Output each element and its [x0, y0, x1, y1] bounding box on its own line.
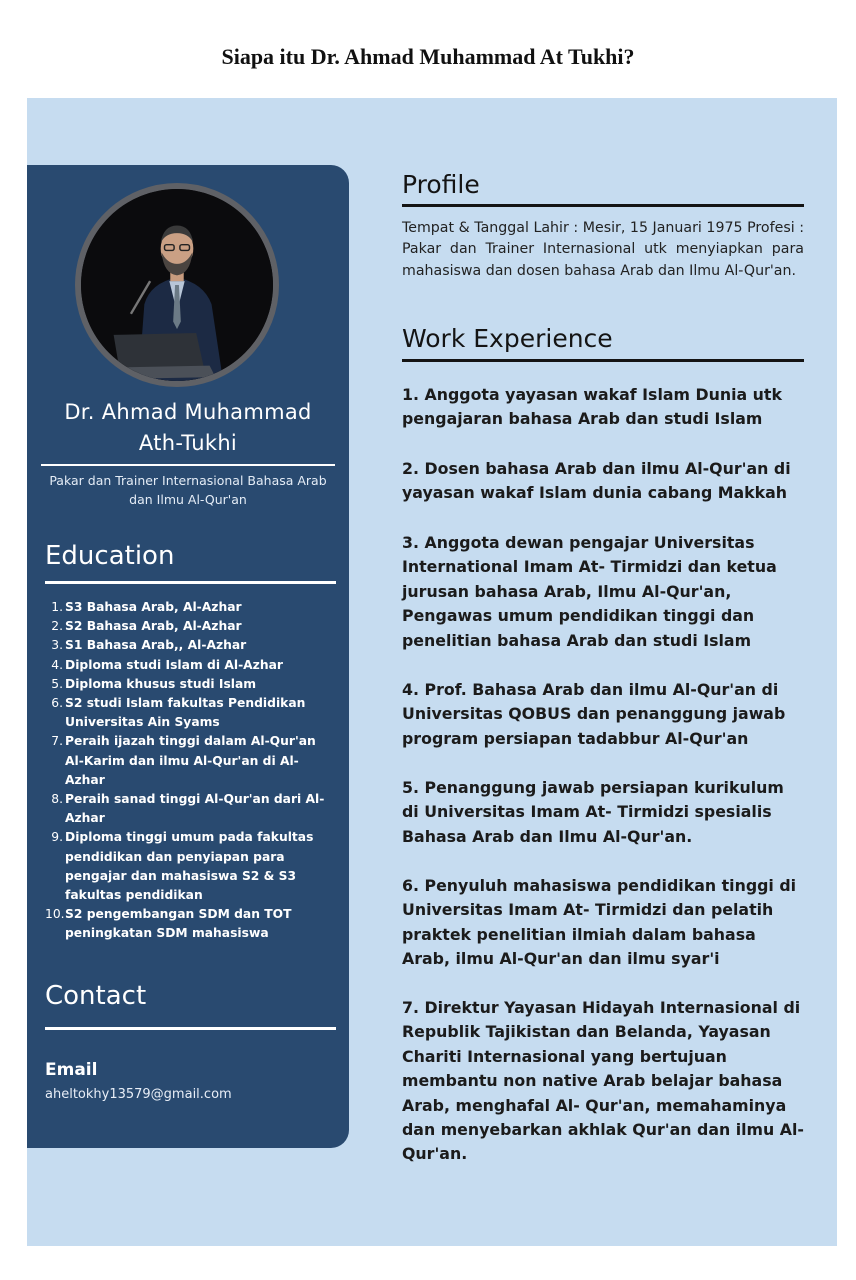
education-divider	[45, 581, 336, 584]
education-heading: Education	[45, 541, 175, 571]
profile-name: Dr. Ahmad Muhammad Ath-Tukhi	[64, 400, 312, 455]
contact-divider	[45, 1027, 336, 1030]
profile-subtitle: Pakar dan Trainer Internasional Bahasa Arab dan Ilmu Al-Qur'an	[49, 473, 327, 507]
profile-text: Tempat & Tanggal Lahir : Mesir, 15 Januari 1975 Profesi : Pakar dan Trainer Internasional utk menyiapkan para mahasiswa dan dosen bahasa Arab dan Ilmu Al-Qur'an.	[402, 220, 804, 279]
profile-heading: Profile	[402, 170, 480, 199]
education-item: 10. S2 pengembangan SDM dan TOT peningkatan SDM mahasiswa	[45, 907, 292, 941]
work-item: 5. Penanggung jawab persiapan kurikulum di Universitas Imam At- Tirmidzi spesialis Bahasa Arab dan Ilmu Al-Qur'an.	[402, 778, 784, 846]
education-item: 9. Diploma tinggi umum pada fakultas pendidikan dan penyiapan para pengajar dan mahasiswa S2 & S3 fakultas pendidikan	[51, 830, 314, 903]
education-item: 2. S2 Bahasa Arab, Al-Azhar	[51, 619, 242, 634]
education-item: 8. Peraih sanad tinggi Al-Qur'an dari Al-Azhar	[51, 792, 325, 826]
email-label: Email	[45, 1060, 98, 1080]
education-item: 6. S2 studi Islam fakultas Pendidikan Universitas Ain Syams	[51, 696, 306, 730]
work-item: 1. Anggota yayasan wakaf Islam Dunia utk pengajaran bahasa Arab dan studi Islam	[402, 385, 782, 429]
work-item: 4. Prof. Bahasa Arab dan ilmu Al-Qur'an di Universitas QOBUS dan penanggung jawab program persiapan tadabbur Al-Qur'an	[402, 680, 786, 748]
sidebar	[27, 165, 349, 1148]
email-link[interactable]: aheltokhy13579@gmail.com	[45, 1087, 232, 1102]
education-item: 7. Peraih ijazah tinggi dalam Al-Qur'an Al-Karim dan ilmu Al-Qur'an di Al-Azhar	[51, 734, 316, 787]
education-item: 4. Diploma studi Islam di Al-Azhar	[51, 657, 283, 672]
profile-photo	[75, 183, 279, 387]
work-item: 2. Dosen bahasa Arab dan ilmu Al-Qur'an di yayasan wakaf Islam dunia cabang Makkah	[402, 459, 791, 503]
education-item: 1. S3 Bahasa Arab, Al-Azhar	[51, 600, 242, 614]
work-item: 7. Direktur Yayasan Hidayah Internasional di Republik Tajikistan dan Belanda, Yayasan Chariti Internasional yang bertujuan membantu non native Arab belajar bahasa Arab, menghafal Al- Qur'an, memahaminya dan menyebarkan akhlak Qur'an dan ilmu Al-Qur'an.	[402, 998, 804, 1164]
work-item: 3. Anggota dewan pengajar Universitas International Imam At- Tirmidzi dan ketua jurusan bahasa Arab, Ilmu Al-Qur'an, Pengawas umum pendidikan tinggi dan penelitian bahasa Arab dan studi Islam	[402, 533, 777, 650]
page-title: Siapa itu Dr. Ahmad Muhammad At Tukhi?	[221, 44, 635, 69]
education-list	[45, 598, 337, 944]
name-divider	[41, 464, 335, 466]
contact-heading: Contact	[45, 981, 147, 1011]
education-item: 5. Diploma khusus studi Islam	[51, 676, 257, 691]
work-item: 6. Penyuluh mahasiswa pendidikan tinggi di Universitas Imam At- Tirmidzi dan pelatih praktek penelitian ilmiah dalam bahasa Arab, ilmu Al-Qur'an dan ilmu syar'i	[402, 876, 797, 969]
profile-divider	[402, 204, 804, 207]
work-divider	[402, 359, 804, 362]
education-item: 3. S1 Bahasa Arab,, Al-Azhar	[51, 638, 247, 653]
speaker-illustration	[81, 189, 273, 381]
work-heading: Work Experience	[402, 324, 613, 353]
